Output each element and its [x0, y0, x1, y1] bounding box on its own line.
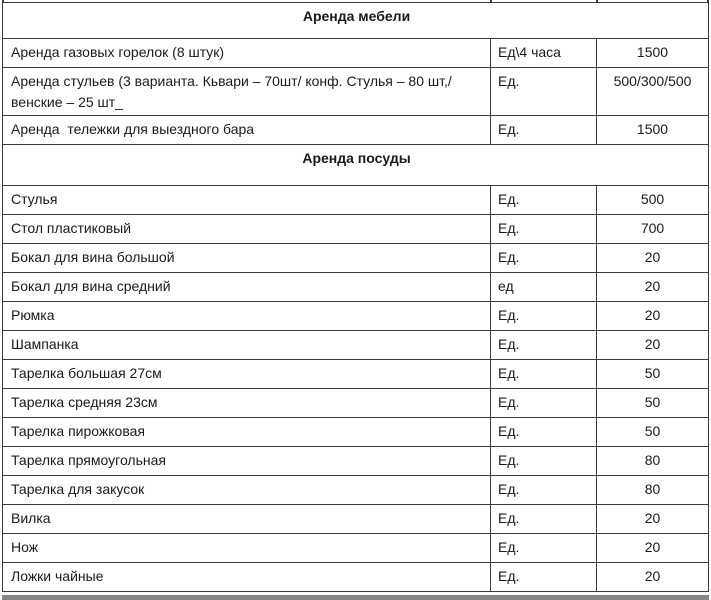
table-row — [3, 331, 709, 360]
cell-unit: Ед. — [491, 360, 597, 389]
next-row-remnant — [2, 595, 709, 600]
cell-price: 80 — [597, 476, 709, 505]
section-header: Аренда мебели — [3, 3, 709, 39]
table-row — [3, 273, 709, 302]
cell-name: Аренда газовых горелок (8 штук) — [3, 39, 491, 68]
cell-price: 20 — [597, 505, 709, 534]
table-row — [3, 534, 709, 563]
table-row — [3, 389, 709, 418]
cell-name: Тарелка для закусок — [3, 476, 491, 505]
cell-unit: Ед. — [491, 563, 597, 592]
cell-unit: Ед. — [491, 476, 597, 505]
cell-name: Тарелка средняя 23см — [3, 389, 491, 418]
table-row — [3, 186, 709, 215]
cell-price: 50 — [597, 360, 709, 389]
cell-unit: Ед. — [491, 534, 597, 563]
cell-price: 50 — [597, 418, 709, 447]
cell-price: 80 — [597, 447, 709, 476]
cell-price: 1500 — [597, 116, 709, 145]
cell-name: Тарелка прямоугольная — [3, 447, 491, 476]
cell-price: 20 — [597, 534, 709, 563]
cell-unit: Ед. — [491, 302, 597, 331]
cell-unit: ед — [491, 273, 597, 302]
cell-name: Стол пластиковый — [3, 215, 491, 244]
cell-price: 20 — [597, 302, 709, 331]
table-row — [3, 447, 709, 476]
table-row — [3, 505, 709, 534]
table-row — [3, 68, 709, 116]
cell-price: 500/300/500 — [597, 68, 709, 116]
section-header-row — [3, 145, 709, 186]
table-row — [3, 418, 709, 447]
cell-price: 20 — [597, 244, 709, 273]
cell-price: 1500 — [597, 39, 709, 68]
cell-name: Рюмка — [3, 302, 491, 331]
price-table-body — [3, 3, 709, 592]
table-row — [3, 244, 709, 273]
cell-name: Стулья — [3, 186, 491, 215]
cell-name: Вилка — [3, 505, 491, 534]
rental-price-table — [2, 2, 709, 592]
cell-unit: Ед. — [491, 418, 597, 447]
cell-unit: Ед. — [491, 447, 597, 476]
cell-name: Ложки чайные — [3, 563, 491, 592]
cell-name: Аренда стульев (3 варианта. Кьвари – 70шт/ конф. Стулья – 80 шт,/венские – 25 шт_ — [3, 68, 491, 116]
table-row — [3, 302, 709, 331]
cell-unit: Ед. — [491, 116, 597, 145]
cell-name: Тарелка пирожковая — [3, 418, 491, 447]
section-header-row — [3, 3, 709, 39]
table-row — [3, 39, 709, 68]
cell-unit: Ед. — [491, 244, 597, 273]
cell-name: Бокал для вина средний — [3, 273, 491, 302]
cell-name: Аренда тележки для выездного бара — [3, 116, 491, 145]
cell-unit: Ед. — [491, 505, 597, 534]
cell-name: Шампанка — [3, 331, 491, 360]
cell-unit: Ед. — [491, 68, 597, 116]
cell-price: 20 — [597, 331, 709, 360]
cell-name: Тарелка большая 27см — [3, 360, 491, 389]
cell-unit: Ед. — [491, 215, 597, 244]
cell-price: 50 — [597, 389, 709, 418]
cell-price: 20 — [597, 273, 709, 302]
cell-unit: Ед. — [491, 186, 597, 215]
section-header: Аренда посуды — [3, 145, 709, 186]
cell-name: Бокал для вина большой — [3, 244, 491, 273]
cell-name: Нож — [3, 534, 491, 563]
table-row — [3, 116, 709, 145]
table-row — [3, 476, 709, 505]
table-row — [3, 215, 709, 244]
cell-unit: Ед\4 часа — [491, 39, 597, 68]
cell-price: 700 — [597, 215, 709, 244]
cell-price: 500 — [597, 186, 709, 215]
cell-unit: Ед. — [491, 331, 597, 360]
table-row — [3, 360, 709, 389]
cell-unit: Ед. — [491, 389, 597, 418]
cell-price: 20 — [597, 563, 709, 592]
table-row — [3, 563, 709, 592]
